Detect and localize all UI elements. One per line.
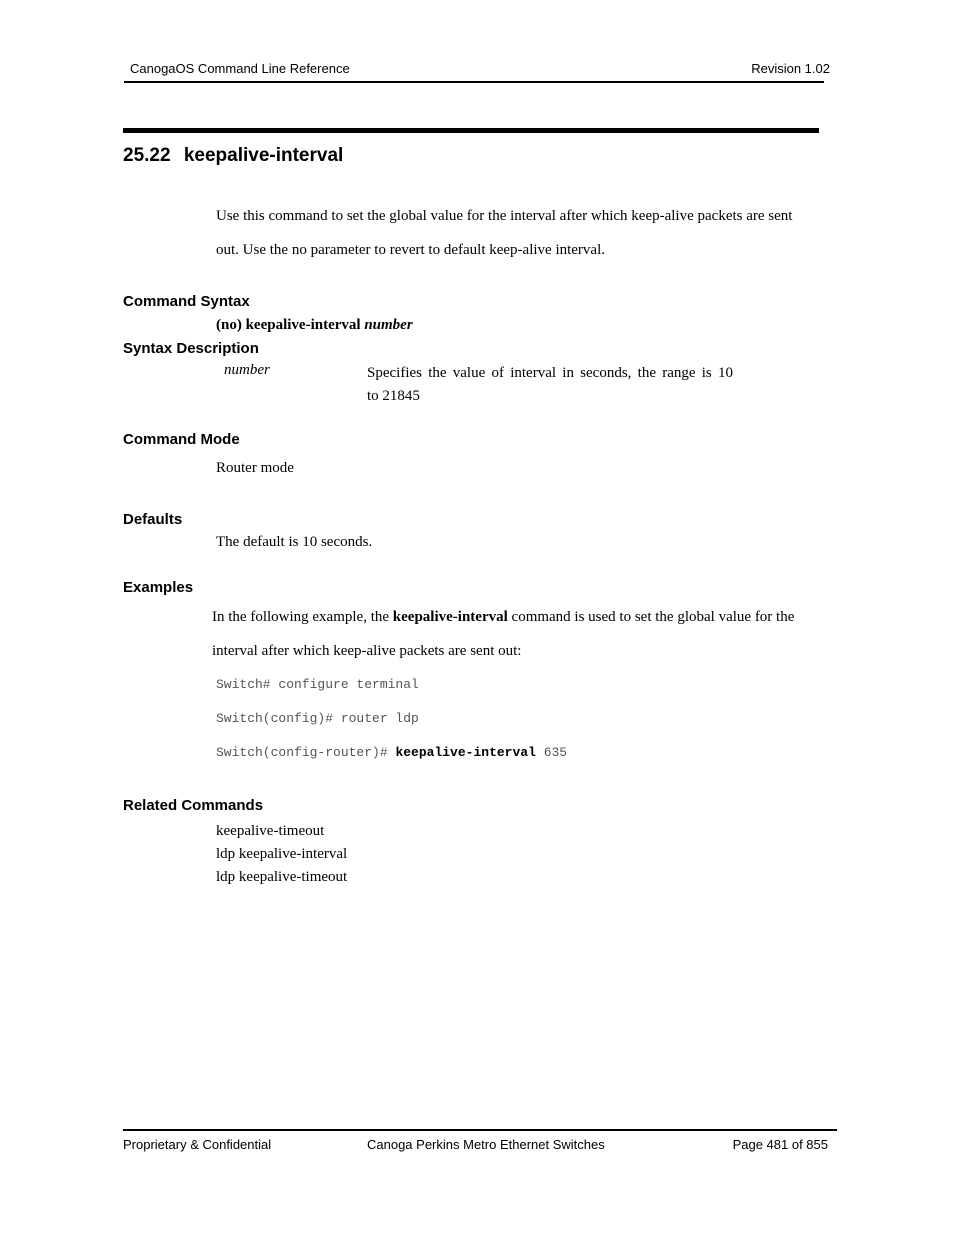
command-mode-value: Router mode (216, 460, 294, 476)
intro-paragraph (216, 199, 792, 267)
command-syntax-param: number (364, 317, 413, 333)
examples-intro-command: keepalive-interval (392, 609, 508, 625)
footer-divider (123, 1129, 837, 1131)
syntax-desc-line-1: Specifies the value of interval in seconds, the range is 10 (367, 365, 733, 381)
header-doc-title: CanogaOS Command Line Reference (130, 61, 350, 76)
command-syntax-heading: Command Syntax (123, 293, 250, 310)
command-syntax-prefix: (no) keepalive-interval (216, 317, 361, 333)
code-line-3-command: keepalive-interval (395, 745, 536, 760)
footer-page-number: Page 481 of 855 (732, 1137, 828, 1152)
examples-intro-line-1 (212, 600, 794, 634)
defaults-heading: Defaults (123, 511, 183, 528)
footer-product: Canoga Perkins Metro Ethernet Switches (367, 1137, 605, 1152)
examples-heading: Examples (123, 579, 194, 596)
related-command-item: ldp keepalive-interval (216, 846, 348, 862)
section-number: 25.22 (123, 145, 171, 166)
command-syntax-line (216, 317, 413, 334)
section-title-bar (123, 128, 819, 133)
code-line-3-arg: 635 (543, 745, 568, 760)
syntax-description-heading: Syntax Description (123, 340, 259, 357)
code-line-1: Switch# configure terminal (216, 677, 419, 692)
intro-line-1: Use this command to set the global value for the interval after which keep-alive packets are sent (216, 208, 793, 224)
related-commands-heading: Related Commands (123, 797, 264, 814)
footer-confidential: Proprietary & Confidential (123, 1137, 272, 1152)
header-revision: Revision 1.02 (751, 61, 830, 76)
section-name: keepalive-interval (183, 145, 344, 166)
syntax-param-name: number (224, 362, 270, 378)
header-divider (124, 81, 824, 83)
syntax-desc-line-2: to 21845 (367, 388, 420, 404)
section-title (123, 145, 343, 167)
related-command-item: ldp keepalive-timeout (216, 869, 348, 885)
code-line-3 (216, 745, 567, 760)
intro-line-2: out. Use the no parameter to revert to default keep-alive interval. (216, 242, 606, 258)
code-line-2: Switch(config)# router ldp (216, 711, 419, 726)
examples-intro (212, 600, 794, 668)
command-mode-heading: Command Mode (123, 431, 240, 448)
examples-intro-line-2: interval after which keep-alive packets are sent out: (212, 643, 522, 659)
examples-intro-text-b: command is used to set the global value for the (511, 609, 795, 625)
code-line-3-prompt: Switch(config-router)# (216, 745, 388, 760)
examples-intro-text-a: In the following example, the (212, 609, 390, 625)
related-commands-list (216, 820, 347, 889)
syntax-param-description (367, 362, 733, 408)
defaults-value: The default is 10 seconds. (216, 534, 373, 550)
related-command-item: keepalive-timeout (216, 823, 325, 839)
